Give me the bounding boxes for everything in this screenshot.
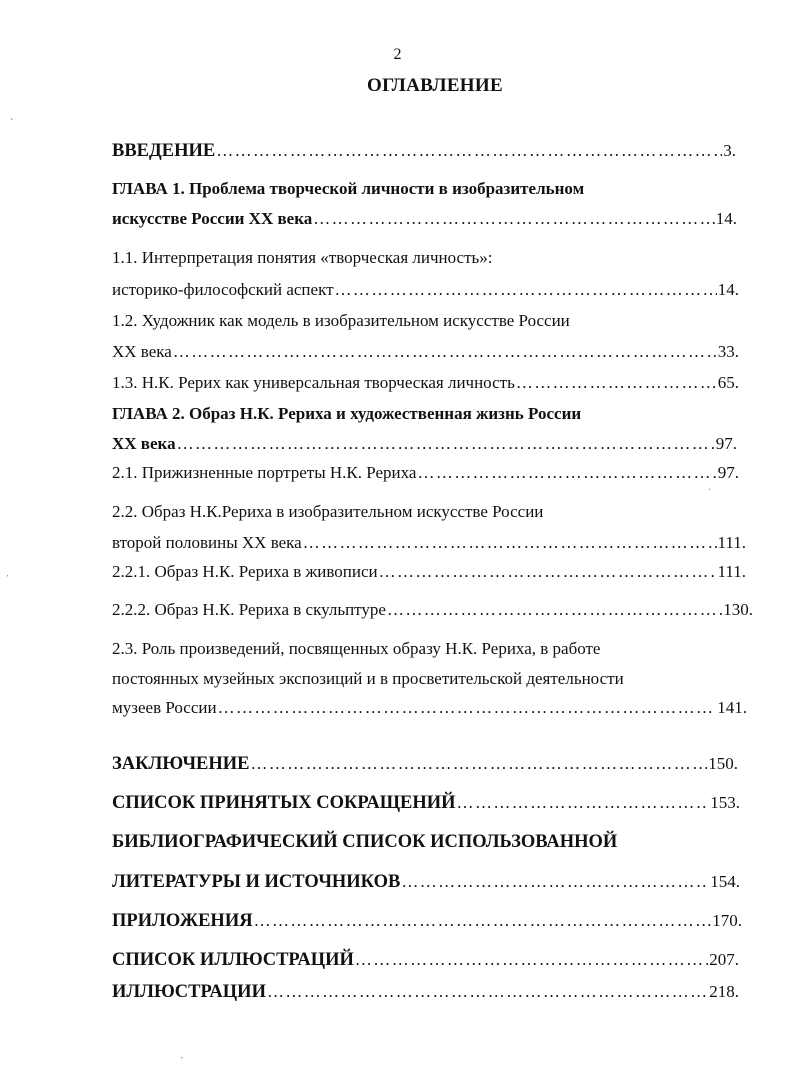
toc-page: 14. <box>715 209 737 228</box>
leader-dots <box>516 372 717 394</box>
leader-dots <box>173 341 717 363</box>
toc-label: XX века <box>112 434 176 453</box>
toc-entry-section-2-1[interactable] <box>112 462 739 484</box>
toc-label: 1.3. Н.К. Рерих как универсальная творческая личность <box>112 373 515 392</box>
scan-speck: ˋ <box>10 118 14 129</box>
leader-dots <box>216 140 722 162</box>
leader-dots <box>417 462 716 484</box>
toc-entry-section-1-1[interactable] <box>112 279 739 301</box>
scan-speck: ˑ <box>708 486 711 497</box>
toc-page: 150. <box>708 754 738 773</box>
leader-dots <box>335 279 717 301</box>
toc-label: ЗАКЛЮЧЕНИЕ <box>112 754 250 774</box>
toc-entry-abbreviations[interactable] <box>112 792 740 814</box>
leader-dots <box>303 532 717 554</box>
toc-section-2-2-heading[interactable]: 2.2. Образ Н.К.Рериха в изобразительном искусстве России <box>112 502 544 521</box>
toc-page: 218. <box>709 982 739 1001</box>
toc-label: СПИСОК ИЛЛЮСТРАЦИЙ <box>112 950 354 970</box>
toc-entry-section-2-2-2[interactable] <box>112 599 753 621</box>
toc-page: 97. <box>715 434 737 453</box>
toc-entry-section-2-3[interactable] <box>112 697 747 719</box>
leader-dots <box>177 433 715 455</box>
toc-page: 33. <box>717 342 739 361</box>
toc-page: 111. <box>717 562 746 581</box>
leader-dots <box>254 910 712 932</box>
toc-page: 154. <box>710 872 740 891</box>
toc-label: 2.1. Прижизненные портреты Н.К. Рериха <box>112 463 417 482</box>
toc-label: ИЛЛЮСТРАЦИИ <box>112 982 266 1002</box>
toc-entry-section-1-3[interactable] <box>112 372 739 394</box>
toc-entry-chapter-1[interactable] <box>112 208 737 230</box>
toc-label: 2.2.1. Образ Н.К. Рериха в живописи <box>112 562 378 581</box>
leader-dots <box>267 981 708 1003</box>
toc-bibliography-heading[interactable]: БИБЛИОГРАФИЧЕСКИЙ СПИСОК ИСПОЛЬЗОВАННОЙ <box>112 832 618 852</box>
toc-label: СПИСОК ПРИНЯТЫХ СОКРАЩЕНИЙ <box>112 793 456 813</box>
toc-entry-illustrations[interactable] <box>112 981 739 1003</box>
toc-label: второй половины XX века <box>112 533 302 552</box>
toc-page: 207. <box>709 950 739 969</box>
leader-dots <box>457 792 710 814</box>
toc-chapter-1-heading[interactable]: ГЛАВА 1. Проблема творческой личности в изобразительном <box>112 179 585 198</box>
toc-page: 3. <box>723 141 736 160</box>
toc-entry-section-2-2[interactable] <box>112 532 746 554</box>
toc-section-1-2-heading[interactable]: 1.2. Художник как модель в изобразительном искусстве России <box>112 311 570 330</box>
toc-entry-introduction[interactable] <box>112 140 736 162</box>
leader-dots <box>379 561 717 583</box>
toc-entry-section-2-2-1[interactable] <box>112 561 746 583</box>
leader-dots <box>313 208 715 230</box>
toc-entry-appendices[interactable] <box>112 910 742 932</box>
toc-section-2-3-heading-continued[interactable]: постоянных музейных экспозиций и в просветительской деятельности <box>112 669 624 688</box>
toc-label: ЛИТЕРАТУРЫ И ИСТОЧНИКОВ <box>112 872 401 892</box>
toc-label: ВВЕДЕНИЕ <box>112 141 216 161</box>
toc-label: историко-философский аспект <box>112 280 334 299</box>
toc-page: 111. <box>717 533 746 552</box>
toc-page: 141. <box>717 698 747 717</box>
toc-label: музеев России <box>112 698 217 717</box>
toc-label: 2.2.2. Образ Н.К. Рериха в скульптуре <box>112 600 386 619</box>
toc-entry-chapter-2[interactable] <box>112 433 737 455</box>
scan-speck: ˌ <box>6 566 10 577</box>
leader-dots <box>401 871 709 893</box>
page-title: ОГЛАВЛЕНИЕ <box>367 75 503 96</box>
toc-page: 130. <box>723 600 753 619</box>
toc-page: 97. <box>717 463 739 482</box>
toc-label: искусстве России XX века <box>112 209 313 228</box>
scan-speck: ˏ <box>180 1048 184 1059</box>
toc-entry-illustration-list[interactable] <box>112 949 739 971</box>
toc-entry-bibliography[interactable] <box>112 871 740 893</box>
toc-section-1-1-heading[interactable]: 1.1. Интерпретация понятия «творческая личность»: <box>112 248 493 267</box>
page-number: 2 <box>393 46 402 63</box>
leader-dots <box>387 599 722 621</box>
toc-label: ПРИЛОЖЕНИЯ <box>112 911 253 931</box>
toc-chapter-2-heading[interactable]: ГЛАВА 2. Образ Н.К. Рериха и художественная жизнь России <box>112 404 582 423</box>
toc-page: 170. <box>712 911 742 930</box>
toc-label: XX века <box>112 342 172 361</box>
toc-page: 153. <box>710 793 740 812</box>
toc-page: 65. <box>717 373 739 392</box>
leader-dots <box>251 753 708 775</box>
toc-section-2-3-heading[interactable]: 2.3. Роль произведений, посвященных образу Н.К. Рериха, в работе <box>112 639 601 658</box>
toc-entry-conclusion[interactable] <box>112 753 738 775</box>
leader-dots <box>355 949 708 971</box>
leader-dots <box>218 697 717 719</box>
toc-page: 14. <box>717 280 739 299</box>
toc-entry-section-1-2[interactable] <box>112 341 739 363</box>
